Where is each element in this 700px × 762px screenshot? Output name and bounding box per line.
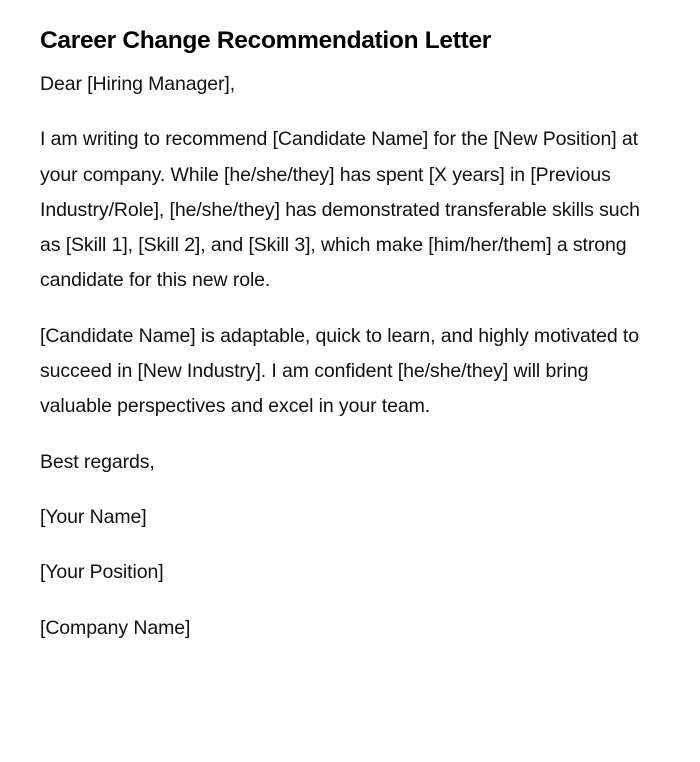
signature-position: [Your Position] — [40, 561, 164, 584]
signature-company: [Company Name] — [40, 616, 191, 639]
signature-name: [Your Name] — [40, 505, 147, 528]
closing: Best regards, — [40, 450, 155, 473]
salutation: Dear [Hiring Manager], — [40, 73, 236, 95]
body-paragraph-2: [Candidate Name] is adaptable, quick to learn, and highly motivated to succeed in [New Industry]. I am confident [he/she/they] will bring valuable perspectives and excel in your team. — [40, 324, 639, 418]
document-title: Career Change Recommendation Letter — [40, 27, 492, 54]
body-paragraph-1: I am writing to recommend [Candidate Name] for the [New Position] at your company. While [he/she/they] has spent [X years] in [Previous Industry/Role], [he/she/they] has demonstrated transferable skills such as [Skill 1], [Skill 2], and [Skill 3], which make [him/her/them] a strong candidate for this new role. — [40, 128, 640, 292]
